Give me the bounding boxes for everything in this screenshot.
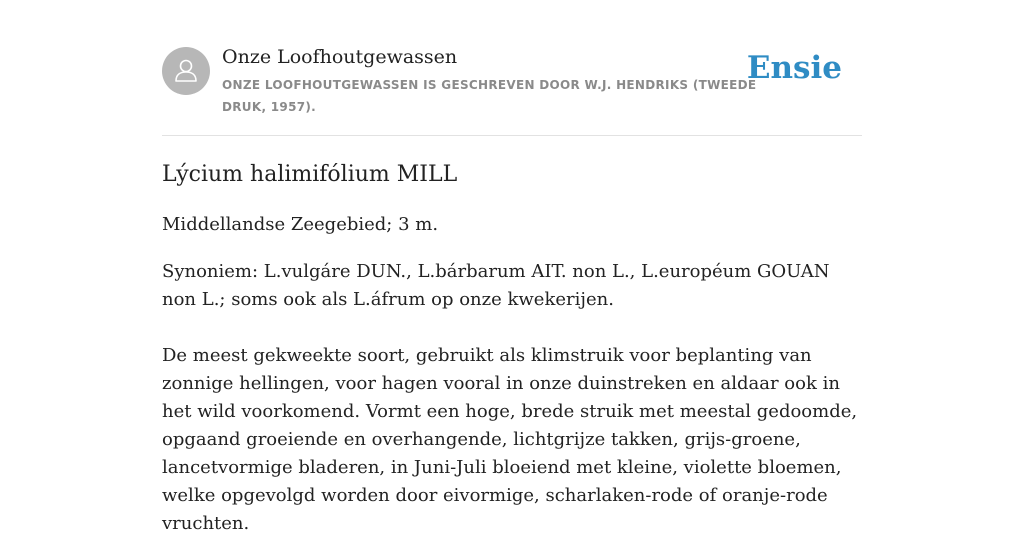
entry-synonyms: Synoniem: L.vulgáre DUN., L.bárbarum AIT. non L., L.européum GOUAN non L.; soms ook als L.áfrum op onze kwekerijen. [162, 261, 830, 310]
entry-body: De meest gekweekte soort, gebruikt als klimstruik voor beplanting van zonnige hellingen, voor hagen vooral in onze duinstreken en aldaar ook in het wild voorkomend. Vormt een hoge, brede struik met meestal gedoomde, opgaand groeiende en overhangende, lichtgrijze takken, grijs-groene, lancetvormige bladeren, in Juni-Juli bloeiend met kleine, violette bloemen, welke opgevolgd worden door eivormige, scharlaken-rode of oranje-rode vruchten. [162, 345, 858, 534]
source-title[interactable]: Onze Loofhoutgewassen [222, 46, 458, 68]
ensie-logo[interactable]: Ensie [746, 50, 842, 86]
source-header [162, 46, 862, 136]
source-description: ONZE LOOFHOUTGEWASSEN IS GESCHREVEN DOOR W.J. HENDRIKS (TWEEDE DRUK, 1957). [222, 78, 757, 114]
avatar[interactable] [162, 47, 210, 95]
entry-title: Lýcium halimifólium MILL [162, 162, 458, 187]
user-icon [171, 56, 201, 86]
entry-content [162, 158, 862, 538]
entry-region: Middellandse Zeegebied; 3 m. [162, 214, 439, 235]
